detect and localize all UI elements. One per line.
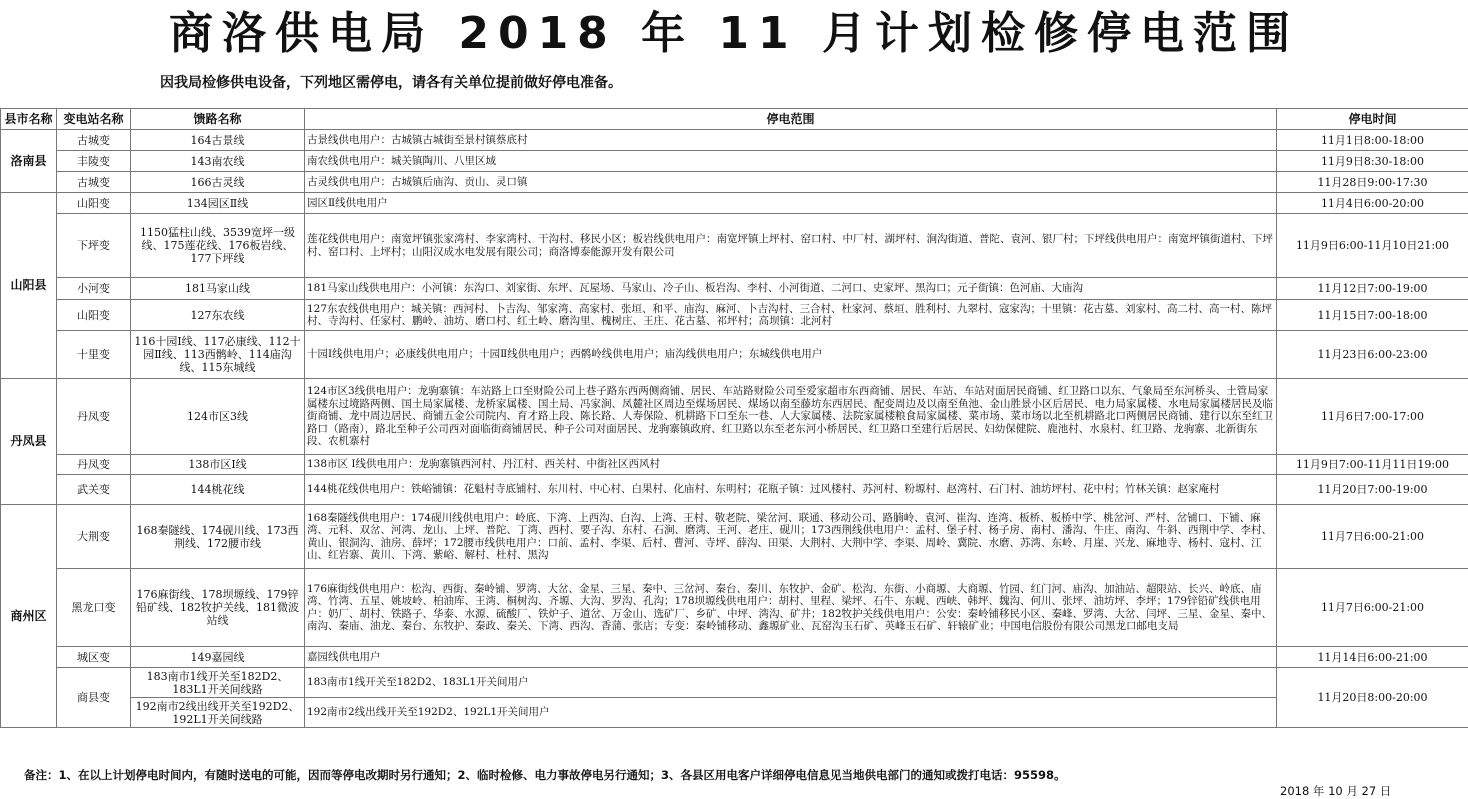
range-cell: 古景线供电用户：古城镇古城街至景村镇蔡底村 [305,130,1277,151]
table-row [1,698,1468,728]
range-cell: 嘉园线供电用户 [305,647,1277,668]
table-row [1,505,1468,569]
station-cell: 武关变 [57,475,131,505]
time-cell: 11月1日8:00-18:00 [1277,130,1468,151]
station-cell: 山阳变 [57,300,131,331]
table-row [1,193,1468,214]
range-cell: 181马家山线供电用户：小河镇：东沟口、刘家街、东坪、瓦屋场、马家山、冷子山、板岩沟、李村、小河街道、二河口、史家坪、黑沟口；元子街镇：色河庙、大庙沟 [305,278,1277,300]
feeder-cell: 166古灵线 [131,172,305,193]
feeder-cell: 192南市2线出线开关至192D2、192L1开关间线路 [131,698,305,728]
feeder-cell: 138市区Ⅰ线 [131,455,305,475]
range-cell: 124市区3线供电用户：龙驹寨镇：车站路上口至财险公司上巷子路东西两侧商铺、居民、车站路财险公司至爱家超市东西商铺、居民、车站、车站对面居民商铺、红卫路口以东、气象局至东河桥头、土管局家属楼东过境路两侧、国土局家属楼、龙桥家属楼、国土局、冯家涧、凤麓社区周边至煤场居民、煤场以南至藤坊东西居民、配变周边及以南至鱼池、金山胜景小区后居民、电力局家属楼、水电局家属楼居民及临街商铺、龙中周边居民、商铺五金公司院内、育才路上段、陈长路、人寿保险、机耕路下口至东一巷、人大家属楼、法院家属楼粮食局家属楼、菜市场、菜市场以北至机耕路北口两侧居民商铺、建行以东至红卫路口（路南），路北至种子公司西对面临街商铺居民、种子公司对面居民、龙驹寨镇政府、红卫路以东至老东河小桥居民、红卫路口至建行后居民、妇幼保健院、鹿池村、水泉村、红卫路、龙驹寨、北新街东段、农机寨村 [305,379,1277,455]
table-row [1,455,1468,475]
time-cell: 11月4日6:00-20:00 [1277,193,1468,214]
time-cell: 11月12日7:00-19:00 [1277,278,1468,300]
table-row [1,475,1468,505]
table-row [1,668,1468,698]
feeder-cell: 127东农线 [131,300,305,331]
feeder-cell: 134园区Ⅱ线 [131,193,305,214]
table-row [1,172,1468,193]
time-cell: 11月15日7:00-18:00 [1277,300,1468,331]
table-header-row [1,109,1468,130]
station-cell: 古城变 [57,130,131,151]
range-cell: 南农线供电用户：城关镇陶川、八里区域 [305,151,1277,172]
station-cell: 山阳变 [57,193,131,214]
feeder-cell: 143南农线 [131,151,305,172]
time-cell: 11月14日6:00-21:00 [1277,647,1468,668]
range-cell: 183南市1线开关至182D2、183L1开关间用户 [305,668,1277,698]
range-cell: 138市区 Ⅰ线供电用户：龙驹寨镇西河村、丹江村、西关村、中街社区西风村 [305,455,1277,475]
time-cell: 11月7日6:00-21:00 [1277,569,1468,647]
time-cell: 11月9日6:00-11月10日21:00 [1277,214,1468,278]
table-row [1,331,1468,379]
station-cell: 丹凤变 [57,455,131,475]
table-row [1,569,1468,647]
table-row [1,214,1468,278]
range-cell: 176麻街线供电用户：松沟、西街、秦岭铺、罗湾、大岔、金星、三星、秦中、三岔河、秦台、秦川、东牧护、金矿、松沟、东街、小商塬、大商塬、竹园、红门河、庙沟、加油站、超限站、长兴、岭底、庙湾、竹湾、五星、姚坡岭、柏油库、王湾、桐树沟、齐塬、大沟、罗沟、孔沟；178坝塬线供电用户：胡村、里程、梁坪、石牛、东岘、西峡、韩坪、魏沟、何川、张坪、油坊坪、李坪；179锌铅矿线供电用户：奶厂、胡村、铁路子、华泰、水源、硫酸厂、铁炉子、道岔、万金山、选矿厂、乡矿、中坪、湾沟、矿井；182牧护关线供电用户：公安：秦岭铺移民小区、秦峰、罗湾、大岔、闫坪、三星、金星、秦中、南沟、秦庙、油龙、秦台、东牧护、秦政、秦关、下湾、西沟、香蒲、张店；专变：秦岭铺移动、鑫塬矿业、瓦窑沟玉石矿、英峰玉石矿、轩辕矿业；中国电信股份有限公司黑龙口邮电支局 [305,569,1277,647]
feeder-cell: 149嘉园线 [131,647,305,668]
station-cell: 小河变 [57,278,131,300]
feeder-cell: 168秦隧线、174砚川线、173西荆线、172腰市线 [131,505,305,569]
range-cell: 144桃花线供电用户：铁峪铺镇：花魁村寺底铺村、东川村、中心村、白果村、化庙村、东明村；花瓶子镇：过风楼村、苏河村、粉塬村、赵湾村、石门村、油坊坪村、花中村；竹林关镇：赵家庵村 [305,475,1277,505]
table-row [1,647,1468,668]
range-cell: 192南市2线出线开关至192D2、192L1开关间用户 [305,698,1277,728]
header-station: 变电站名称 [57,109,131,130]
header-range: 停电范围 [305,109,1277,130]
feeder-cell: 1150猛柱山线、3539宽坪一级线、175莲花线、176板岩线、177下坪线 [131,214,305,278]
station-cell: 商县变 [57,668,131,728]
station-cell: 黑龙口变 [57,569,131,647]
header-county: 县市名称 [1,109,57,130]
station-cell: 丰陵变 [57,151,131,172]
range-cell: 园区Ⅱ线供电用户 [305,193,1277,214]
feeder-cell: 183南市1线开关至182D2、183L1开关间线路 [131,668,305,698]
time-cell: 11月9日7:00-11月11日19:00 [1277,455,1468,475]
range-cell: 127东农线供电用户：城关镇：西河村、卜吉沟、邹家湾、高家村、张垣、和平、庙沟、麻河、卜吉沟村、三合村、杜家河、蔡垣、胜利村、九翠村、寇家沟；十里镇：花古墓、刘家村、高二村、高一村、陈坪村、寺沟村、任家村、鹏岭、油坊、磨口村、红土岭、磨沟里、槐树庄、王庄、花古墓、祁坪村；高坝镇：北河村 [305,300,1277,331]
time-cell: 11月9日8:30-18:00 [1277,151,1468,172]
station-cell: 古城变 [57,172,131,193]
table-row [1,130,1468,151]
station-cell: 下坪变 [57,214,131,278]
time-cell: 11月23日6:00-23:00 [1277,331,1468,379]
notice-subtitle: 因我局检修供电设备，下列地区需停电，请各有关单位提前做好停电准备。 [160,72,622,92]
county-cell: 商州区 [1,505,57,728]
county-cell: 山阳县 [1,193,57,379]
feeder-cell: 116十园Ⅰ线、117必康线、112十园Ⅱ线、113西鹘岭、114庙沟线、115东城线 [131,331,305,379]
county-cell: 洛南县 [1,130,57,193]
time-cell: 11月7日6:00-21:00 [1277,505,1468,569]
feeder-cell: 124市区3线 [131,379,305,455]
header-time: 停电时间 [1277,109,1468,130]
station-cell: 十里变 [57,331,131,379]
table-row [1,151,1468,172]
range-cell: 古灵线供电用户：古城镇后庙沟、贡山、灵口镇 [305,172,1277,193]
station-cell: 大荆变 [57,505,131,569]
feeder-cell: 164古景线 [131,130,305,151]
time-cell: 11月28日9:00-17:30 [1277,172,1468,193]
table-row [1,278,1468,300]
station-cell: 丹凤变 [57,379,131,455]
header-feeder: 馈路名称 [131,109,305,130]
range-cell: 莲花线供电用户：南宽坪镇张家湾村、李家湾村、干沟村、移民小区；板岩线供电用户：南宽坪镇上坪村、窑口村、中厂村、湖坪村、涧沟街道、普陀、袁河、银厂村；下坪线供电用户：南宽坪镇街道村、下坪村、窑口村、上坪村；山阳汉成水电发展有限公司；商洛博泰能源开发有限公司 [305,214,1277,278]
outage-table [0,108,1468,728]
time-cell: 11月20日8:00-20:00 [1277,668,1468,728]
page-title: 商洛供电局 2018 年 11 月计划检修停电范围 [0,4,1468,64]
publish-date: 2018 年 10 月 27 日 [1280,783,1391,799]
range-cell: 168秦隧线供电用户：174砚川线供电用户：岭底、下湾、上西沟、白沟、上湾、王村、敬老院、梁岔河、联通、移动公司、路腩岭、袁河、崔沟、连湾、板桥、板桥中学、桃岔河、严村、岔铺口、下铺、麻湾、元科、双岔、河湾、龙山、上坪、普陀、丁湾、西村、要子沟、东村、石涧、磨湾、王河、老庄、砚川；173西荆线供电用户：孟村、堡子村、杨子房、南村、潘沟、牛庄、南沟、牛斜、西荆中学、李村、黄山、银洞沟、油房、薛坪；172腰市线供电用户：口前、孟村、李渠、后村、曹河、寺坪、薛沟、田渠、大荆村、大荆中学、李渠、周岭、冀院、水磨、苏湾、东岭、月崖、兴龙、麻地寺、杨村、寇村、江山、红岩寨、黄川、下湾、紫峪、解村、杜村、黑沟 [305,505,1277,569]
table-row [1,379,1468,455]
footnote: 备注：1、在以上计划停电时间内，有随时送电的可能，因而等停电改期时另行通知；2、临时检修、电力事故停电另行通知；3、各县区用电客户详细停电信息见当地供电部门的通知或拨打电话：95598。 [24,767,1066,783]
table-row [1,300,1468,331]
feeder-cell: 181马家山线 [131,278,305,300]
feeder-cell: 176麻街线、178坝塬线、179锌铅矿线、182牧护关线、181微波站线 [131,569,305,647]
time-cell: 11月6日7:00-17:00 [1277,379,1468,455]
time-cell: 11月20日7:00-19:00 [1277,475,1468,505]
county-cell: 丹凤县 [1,379,57,505]
range-cell: 十园Ⅰ线供电用户；必康线供电用户；十园Ⅱ线供电用户；西鹘岭线供电用户；庙沟线供电用户；东城线供电用户 [305,331,1277,379]
feeder-cell: 144桃花线 [131,475,305,505]
station-cell: 城区变 [57,647,131,668]
